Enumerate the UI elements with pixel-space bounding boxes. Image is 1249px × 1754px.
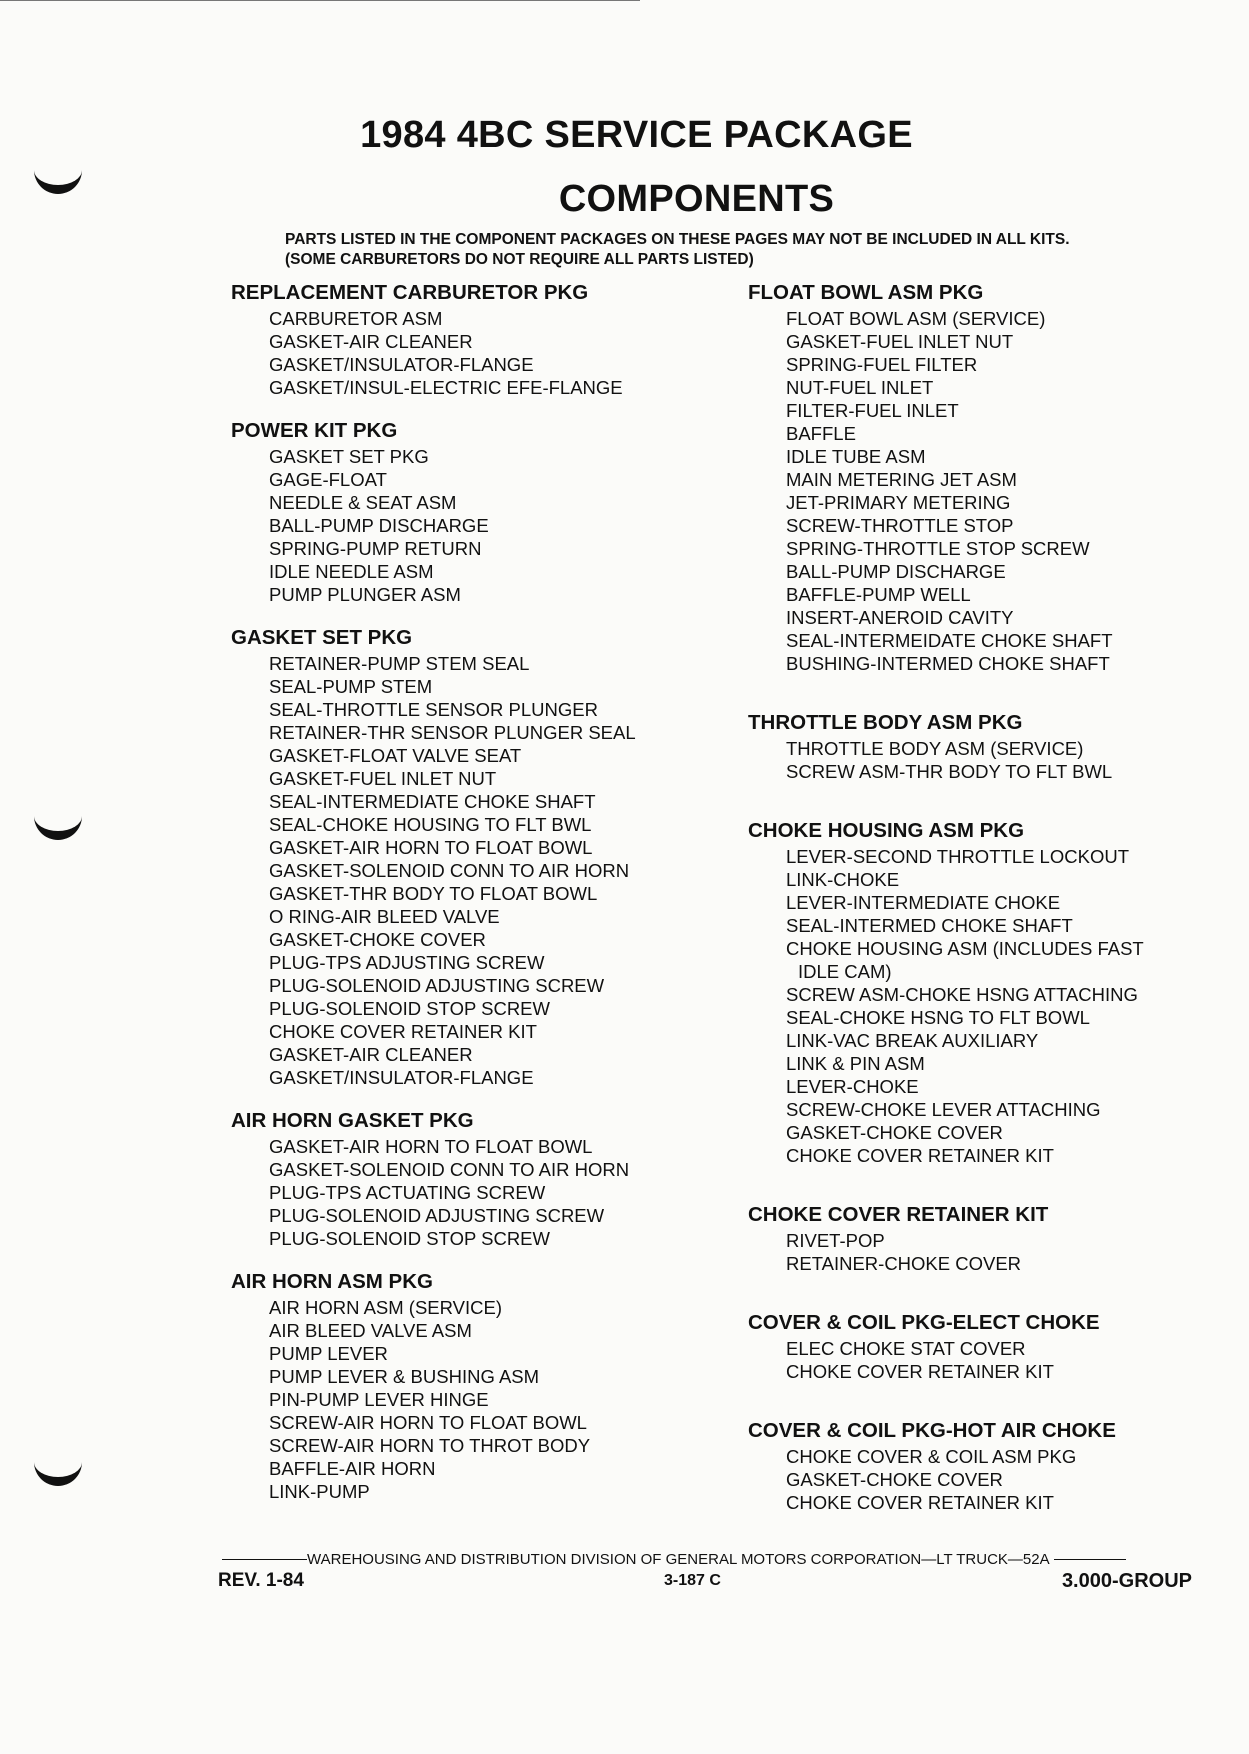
- list-item: GASKET-AIR CLEANER: [269, 331, 473, 352]
- list-item: GASKET/INSULATOR-FLANGE: [269, 1067, 534, 1088]
- page-number: 3-187 C: [664, 1572, 721, 1589]
- list-item: PLUG-SOLENOID ADJUSTING SCREW: [269, 1205, 605, 1226]
- parts-list: [786, 1445, 1198, 1514]
- section-gasket-set-pkg: [231, 625, 701, 1089]
- section-air-horn-asm-pkg: [231, 1269, 701, 1503]
- list-item: SEAL-INTERMED CHOKE SHAFT: [786, 915, 1073, 936]
- parts-list: [786, 1337, 1198, 1383]
- list-item: SPRING-THROTTLE STOP SCREW: [786, 538, 1090, 559]
- list-item: GASKET-AIR HORN TO FLOAT BOWL: [269, 1136, 593, 1157]
- list-item: PIN-PUMP LEVER HINGE: [269, 1389, 489, 1410]
- list-item: LINK-PUMP: [269, 1481, 370, 1502]
- list-item: NEEDLE & SEAT ASM: [269, 492, 457, 513]
- list-item: GASKET-AIR CLEANER: [269, 1044, 473, 1065]
- parts-list: [269, 1296, 701, 1503]
- parts-list: [269, 1135, 701, 1250]
- left-column: [231, 280, 701, 1503]
- group-label: 3.000-GROUP: [1061, 1570, 1192, 1592]
- list-item: GASKET-AIR HORN TO FLOAT BOWL: [269, 837, 593, 858]
- list-item: RETAINER-CHOKE COVER: [786, 1253, 1022, 1274]
- section-choke-housing-asm-pkg: [748, 818, 1198, 1167]
- section-title: GASKET SET PKG: [231, 626, 413, 649]
- list-item: SEAL-CHOKE HSNG TO FLT BOWL: [786, 1007, 1090, 1028]
- page-subtitle: COMPONENTS: [558, 178, 835, 220]
- list-item: PLUG-SOLENOID STOP SCREW: [269, 998, 550, 1019]
- parts-list: [269, 445, 701, 606]
- list-item: PLUG-SOLENOID STOP SCREW: [269, 1228, 550, 1249]
- list-item: SCREW-CHOKE LEVER ATTACHING: [786, 1099, 1101, 1120]
- section-title: THROTTLE BODY ASM PKG: [748, 711, 1023, 734]
- section-title: POWER KIT PKG: [231, 419, 398, 442]
- section-power-kit-pkg: [231, 418, 701, 606]
- list-item: SCREW ASM-THR BODY TO FLT BWL: [786, 761, 1113, 782]
- list-item: SCREW-AIR HORN TO THROT BODY: [269, 1435, 591, 1456]
- list-item: IDLE NEEDLE ASM: [269, 561, 434, 582]
- section-throttle-body-asm-pkg: [748, 710, 1198, 783]
- section-air-horn-gasket-pkg: [231, 1108, 701, 1250]
- list-item: BALL-PUMP DISCHARGE: [269, 515, 489, 536]
- list-item: CHOKE COVER RETAINER KIT: [786, 1361, 1054, 1382]
- parts-list: [269, 307, 701, 399]
- list-item: MAIN METERING JET ASM: [786, 469, 1017, 490]
- list-item: CHOKE COVER RETAINER KIT: [786, 1145, 1054, 1166]
- list-item: GASKET-CHOKE COVER: [786, 1122, 1003, 1143]
- section-title: CHOKE COVER RETAINER KIT: [748, 1203, 1049, 1226]
- list-item: JET-PRIMARY METERING: [786, 492, 1011, 513]
- section-choke-cover-retainer-kit: [748, 1202, 1198, 1275]
- section-float-bowl-asm-pkg: [748, 280, 1198, 675]
- list-item: AIR HORN ASM (SERVICE): [269, 1297, 503, 1318]
- list-item: GASKET-CHOKE COVER: [786, 1469, 1003, 1490]
- list-item: BAFFLE-PUMP WELL: [786, 584, 971, 605]
- list-item: O RING-AIR BLEED VALVE: [269, 906, 500, 927]
- list-item: AIR BLEED VALVE ASM: [269, 1320, 472, 1341]
- list-item: GASKET-CHOKE COVER: [269, 929, 486, 950]
- list-item: LEVER-SECOND THROTTLE LOCKOUT: [786, 846, 1129, 867]
- list-item: PUMP PLUNGER ASM: [269, 584, 461, 605]
- list-item: RETAINER-THR SENSOR PLUNGER SEAL: [269, 722, 636, 743]
- parts-list: [786, 937, 1198, 983]
- list-item: ELEC CHOKE STAT COVER: [786, 1338, 1026, 1359]
- list-item-text: CHOKE HOUSING ASM (INCLUDES FAST: [786, 938, 1144, 959]
- list-item: NUT-FUEL INLET: [786, 377, 934, 398]
- list-item: SPRING-PUMP RETURN: [269, 538, 482, 559]
- parts-list: [786, 845, 1198, 937]
- section-cover-coil-hot-air-choke: [748, 1418, 1198, 1514]
- list-item: GASKET SET PKG: [269, 446, 429, 467]
- section-title: COVER & COIL PKG-HOT AIR CHOKE: [748, 1419, 1116, 1442]
- parts-list: [786, 737, 1198, 783]
- section-cover-coil-elect-choke: [748, 1310, 1198, 1383]
- notice-line-1: PARTS LISTED IN THE COMPONENT PACKAGES ON THESE PAGES MAY NOT BE INCLUDED IN ALL KITS.: [285, 231, 1070, 248]
- list-item: THROTTLE BODY ASM (SERVICE): [786, 738, 1084, 759]
- footer-rule: [1054, 1559, 1126, 1560]
- list-item: FLOAT BOWL ASM (SERVICE): [786, 308, 1046, 329]
- list-item: SCREW ASM-CHOKE HSNG ATTACHING: [786, 984, 1138, 1005]
- binder-hole-mark: [34, 812, 82, 840]
- list-item: PLUG-SOLENOID ADJUSTING SCREW: [269, 975, 605, 996]
- list-item: CHOKE COVER & COIL ASM PKG: [786, 1446, 1077, 1467]
- notice-line-2: (SOME CARBURETORS DO NOT REQUIRE ALL PARTS LISTED): [285, 251, 754, 268]
- parts-notice: [285, 230, 1070, 270]
- list-item: RETAINER-PUMP STEM SEAL: [269, 653, 530, 674]
- section-title: COVER & COIL PKG-ELECT CHOKE: [748, 1311, 1100, 1334]
- list-item: PLUG-TPS ACTUATING SCREW: [269, 1182, 546, 1203]
- list-item-continuation: IDLE CAM): [798, 961, 892, 982]
- list-item: BALL-PUMP DISCHARGE: [786, 561, 1006, 582]
- parts-list: [786, 983, 1198, 1167]
- list-item: SPRING-FUEL FILTER: [786, 354, 978, 375]
- list-item: LINK-CHOKE: [786, 869, 900, 890]
- right-column: [748, 280, 1198, 1514]
- list-item: CHOKE COVER RETAINER KIT: [786, 1492, 1054, 1513]
- section-title: AIR HORN ASM PKG: [231, 1270, 433, 1293]
- section-replacement-carburetor-pkg: [231, 280, 701, 399]
- page-title: 1984 4BC SERVICE PACKAGE: [360, 114, 913, 156]
- footer-division-line: [222, 1551, 1192, 1568]
- list-item: SEAL-INTERMEIDATE CHOKE SHAFT: [786, 630, 1113, 651]
- revision-label: REV. 1-84: [218, 1570, 304, 1591]
- list-item: GAGE-FLOAT: [269, 469, 387, 490]
- list-item: [786, 937, 1198, 983]
- list-item: GASKET-FLOAT VALVE SEAT: [269, 745, 522, 766]
- list-item: INSERT-ANEROID CAVITY: [786, 607, 1014, 628]
- list-item: LEVER-CHOKE: [786, 1076, 919, 1097]
- list-item: SEAL-PUMP STEM: [269, 676, 433, 697]
- list-item: GASKET-FUEL INLET NUT: [269, 768, 497, 789]
- section-title: FLOAT BOWL ASM PKG: [748, 281, 984, 304]
- list-item: LINK-VAC BREAK AUXILIARY: [786, 1030, 1039, 1051]
- list-item: PLUG-TPS ADJUSTING SCREW: [269, 952, 545, 973]
- list-item: BUSHING-INTERMED CHOKE SHAFT: [786, 653, 1110, 674]
- binder-hole-mark: [34, 1458, 82, 1486]
- list-item: CHOKE COVER RETAINER KIT: [269, 1021, 537, 1042]
- list-item: GASKET-SOLENOID CONN TO AIR HORN: [269, 860, 630, 881]
- section-title: CHOKE HOUSING ASM PKG: [748, 819, 1025, 842]
- list-item: GASKET/INSUL-ELECTRIC EFE-FLANGE: [269, 377, 623, 398]
- list-item: FILTER-FUEL INLET: [786, 400, 959, 421]
- scan-edge-line: [0, 0, 640, 4]
- parts-list: [269, 652, 701, 1089]
- list-item: BAFFLE: [786, 423, 856, 444]
- parts-list: [786, 307, 1198, 675]
- list-item: SCREW-AIR HORN TO FLOAT BOWL: [269, 1412, 587, 1433]
- list-item: LINK & PIN ASM: [786, 1053, 925, 1074]
- section-title: REPLACEMENT CARBURETOR PKG: [231, 281, 589, 304]
- list-item: GASKET-SOLENOID CONN TO AIR HORN: [269, 1159, 630, 1180]
- list-item: SEAL-CHOKE HOUSING TO FLT BWL: [269, 814, 592, 835]
- section-title: AIR HORN GASKET PKG: [231, 1109, 474, 1132]
- list-item: PUMP LEVER: [269, 1343, 388, 1364]
- list-item: SEAL-THROTTLE SENSOR PLUNGER: [269, 699, 598, 720]
- list-item: RIVET-POP: [786, 1230, 885, 1251]
- list-item: GASKET/INSULATOR-FLANGE: [269, 354, 534, 375]
- parts-list: [786, 1229, 1198, 1275]
- footer-rule: [222, 1559, 307, 1560]
- list-item: GASKET-THR BODY TO FLOAT BOWL: [269, 883, 598, 904]
- list-item: GASKET-FUEL INLET NUT: [786, 331, 1014, 352]
- list-item: BAFFLE-AIR HORN: [269, 1458, 436, 1479]
- list-item: IDLE TUBE ASM: [786, 446, 926, 467]
- list-item: LEVER-INTERMEDIATE CHOKE: [786, 892, 1061, 913]
- list-item: CARBURETOR ASM: [269, 308, 443, 329]
- footer-division-text: WAREHOUSING AND DISTRIBUTION DIVISION OF GENERAL MOTORS CORPORATION—LT TRUCK—52A: [307, 1551, 1050, 1568]
- list-item: SEAL-INTERMEDIATE CHOKE SHAFT: [269, 791, 596, 812]
- list-item: PUMP LEVER & BUSHING ASM: [269, 1366, 540, 1387]
- list-item: SCREW-THROTTLE STOP: [786, 515, 1014, 536]
